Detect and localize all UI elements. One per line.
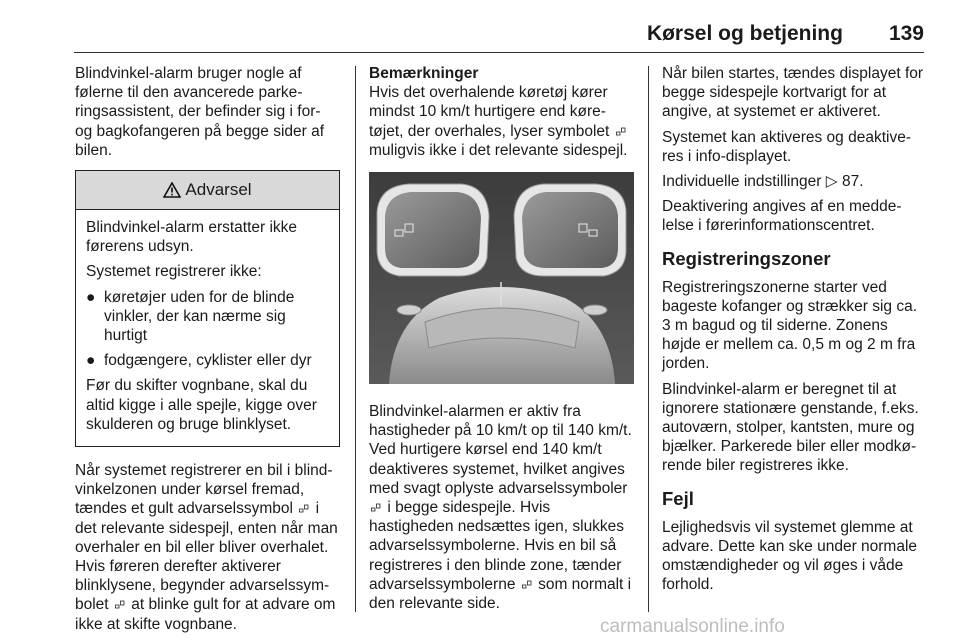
column-divider <box>648 66 649 612</box>
section-heading-detection-zones: Registreringszoner <box>662 247 831 269</box>
warning-text: Blindvinkel-alarm erstatter ikke førerens udsyn. <box>86 219 298 256</box>
text-span: i begge sidespejle. Hvis hastigheden nedsættes igen, slukkes advarselssymbolerne. Hvis en bil så registreres i den blinde zone, tænder advarselssymbolerne <box>369 499 625 593</box>
paragraph: Lejlighedsvis vil systemet glemme at advare. Dette kan ske under normale omstændigheder og vil øges i våde forhold. <box>662 518 918 594</box>
warning-title: Advarsel <box>185 180 252 200</box>
blind-spot-symbol-icon <box>616 127 626 137</box>
text-span: i det relevante sidespejl, enten når man overhaler en bil eller bliver overhalet. Hvis føreren derefter aktiverer blinklysene, begynder advarselssymbolet <box>75 500 338 614</box>
page-reference-arrow-icon: ▷ <box>825 173 838 191</box>
text-span: Blindvinkel-alarmen er aktiv fra hastigheder på 10 km/t op til 140 km/t. Ved hurtigere kørsel end 140 km/t deaktiveres systemet, hvilket angives med svagt oplyste advarselssymboler <box>369 403 632 497</box>
warning-body <box>76 210 339 446</box>
column-2 <box>369 64 634 619</box>
column-3 <box>662 64 927 600</box>
paragraph: Deaktivering angives af en meddelelse i førerinformationscentret. <box>662 198 902 235</box>
list-item-text: køretøjer uden for de blinde vinkler, der kan nærme sig hurtigt <box>104 288 295 345</box>
note-paragraph <box>369 83 634 160</box>
settings-reference <box>662 172 927 191</box>
bullet-icon: ● <box>86 288 96 306</box>
page-number: 139 <box>888 22 924 45</box>
page-header <box>647 22 924 46</box>
warning-triangle-icon <box>163 182 181 198</box>
list-item-text: fodgængere, cyklister eller dyr <box>104 352 312 370</box>
text-span: Individuelle indstillinger <box>662 173 822 191</box>
paragraph: Registreringszonerne starter ved bageste kofanger og strækker sig ca. 3 m bagud og til siderne. Zonens højde er mellem ca. 0,5 m og 2 m fra jorden. <box>662 278 918 373</box>
text-span: Hvis det overhalende køretøj kører mindst 10 km/t hurtigere end køretøjet, der overhales, lyser symbolet <box>369 84 610 140</box>
blind-spot-symbol-icon <box>371 503 381 513</box>
column-divider <box>355 66 356 612</box>
note-title: Bemærkninger <box>369 65 479 82</box>
paragraph: Blindvinkel-alarm er beregnet til at ignorere stationære genstande, f.eks. autoværn, stolper, kantsten, mure og bjælker. Parkerede biler eller modkørende biler registreres ikke. <box>662 380 919 475</box>
list-item <box>86 351 329 370</box>
warning-text: Før du skifter vognbane, skal du altid kigge i alle spejle, kigge over skulderen og bruge blinklyset. <box>86 377 317 433</box>
paragraph: Systemet kan aktiveres og deaktiveres i info-displayet. <box>662 128 911 165</box>
text-span: muligvis ikke i det relevante sidespejl. <box>369 141 628 159</box>
text-span: at blinke gult for at advare om ikke at skifte vognbane. <box>75 596 336 633</box>
mirror-illustration <box>369 172 634 384</box>
intro-paragraph: Blindvinkel-alarm bruger nogle af følerne til den avancerede parkeringsassistent, der befinder sig i for- og bagkofangeren på begge sider af bilen. <box>75 65 325 159</box>
page-reference-link[interactable]: 87. <box>841 173 864 191</box>
paragraph: Når bilen startes, tændes displayet for begge sidespejle kortvarigt for at angive, at systemet er aktiveret. <box>662 65 924 121</box>
detection-paragraph <box>75 461 340 634</box>
text-span: som normalt i den relevante side. <box>369 575 632 613</box>
chapter-title: Kørsel og betjening <box>646 22 843 45</box>
warning-text: Systemet registrerer ikke: <box>86 263 262 281</box>
warning-header <box>76 171 339 210</box>
blind-spot-symbol-icon <box>299 504 309 514</box>
bullet-icon: ● <box>86 352 96 370</box>
blind-spot-symbol-icon <box>522 580 532 590</box>
watermark: carmanualsonline.info <box>600 616 785 637</box>
warning-box <box>75 170 340 447</box>
text-span: Når systemet registrerer en bil i blindvinkelzonen under kørsel fremad, tændes et gult advarselssymbol <box>75 462 333 518</box>
mirror-illustration-graphic <box>369 172 634 384</box>
header-rule <box>74 52 924 53</box>
section-heading-faults: Fejl <box>662 487 694 509</box>
list-item <box>86 288 329 346</box>
speed-paragraph <box>369 402 634 613</box>
column-1 <box>75 64 340 640</box>
blind-spot-symbol-icon <box>115 600 125 610</box>
